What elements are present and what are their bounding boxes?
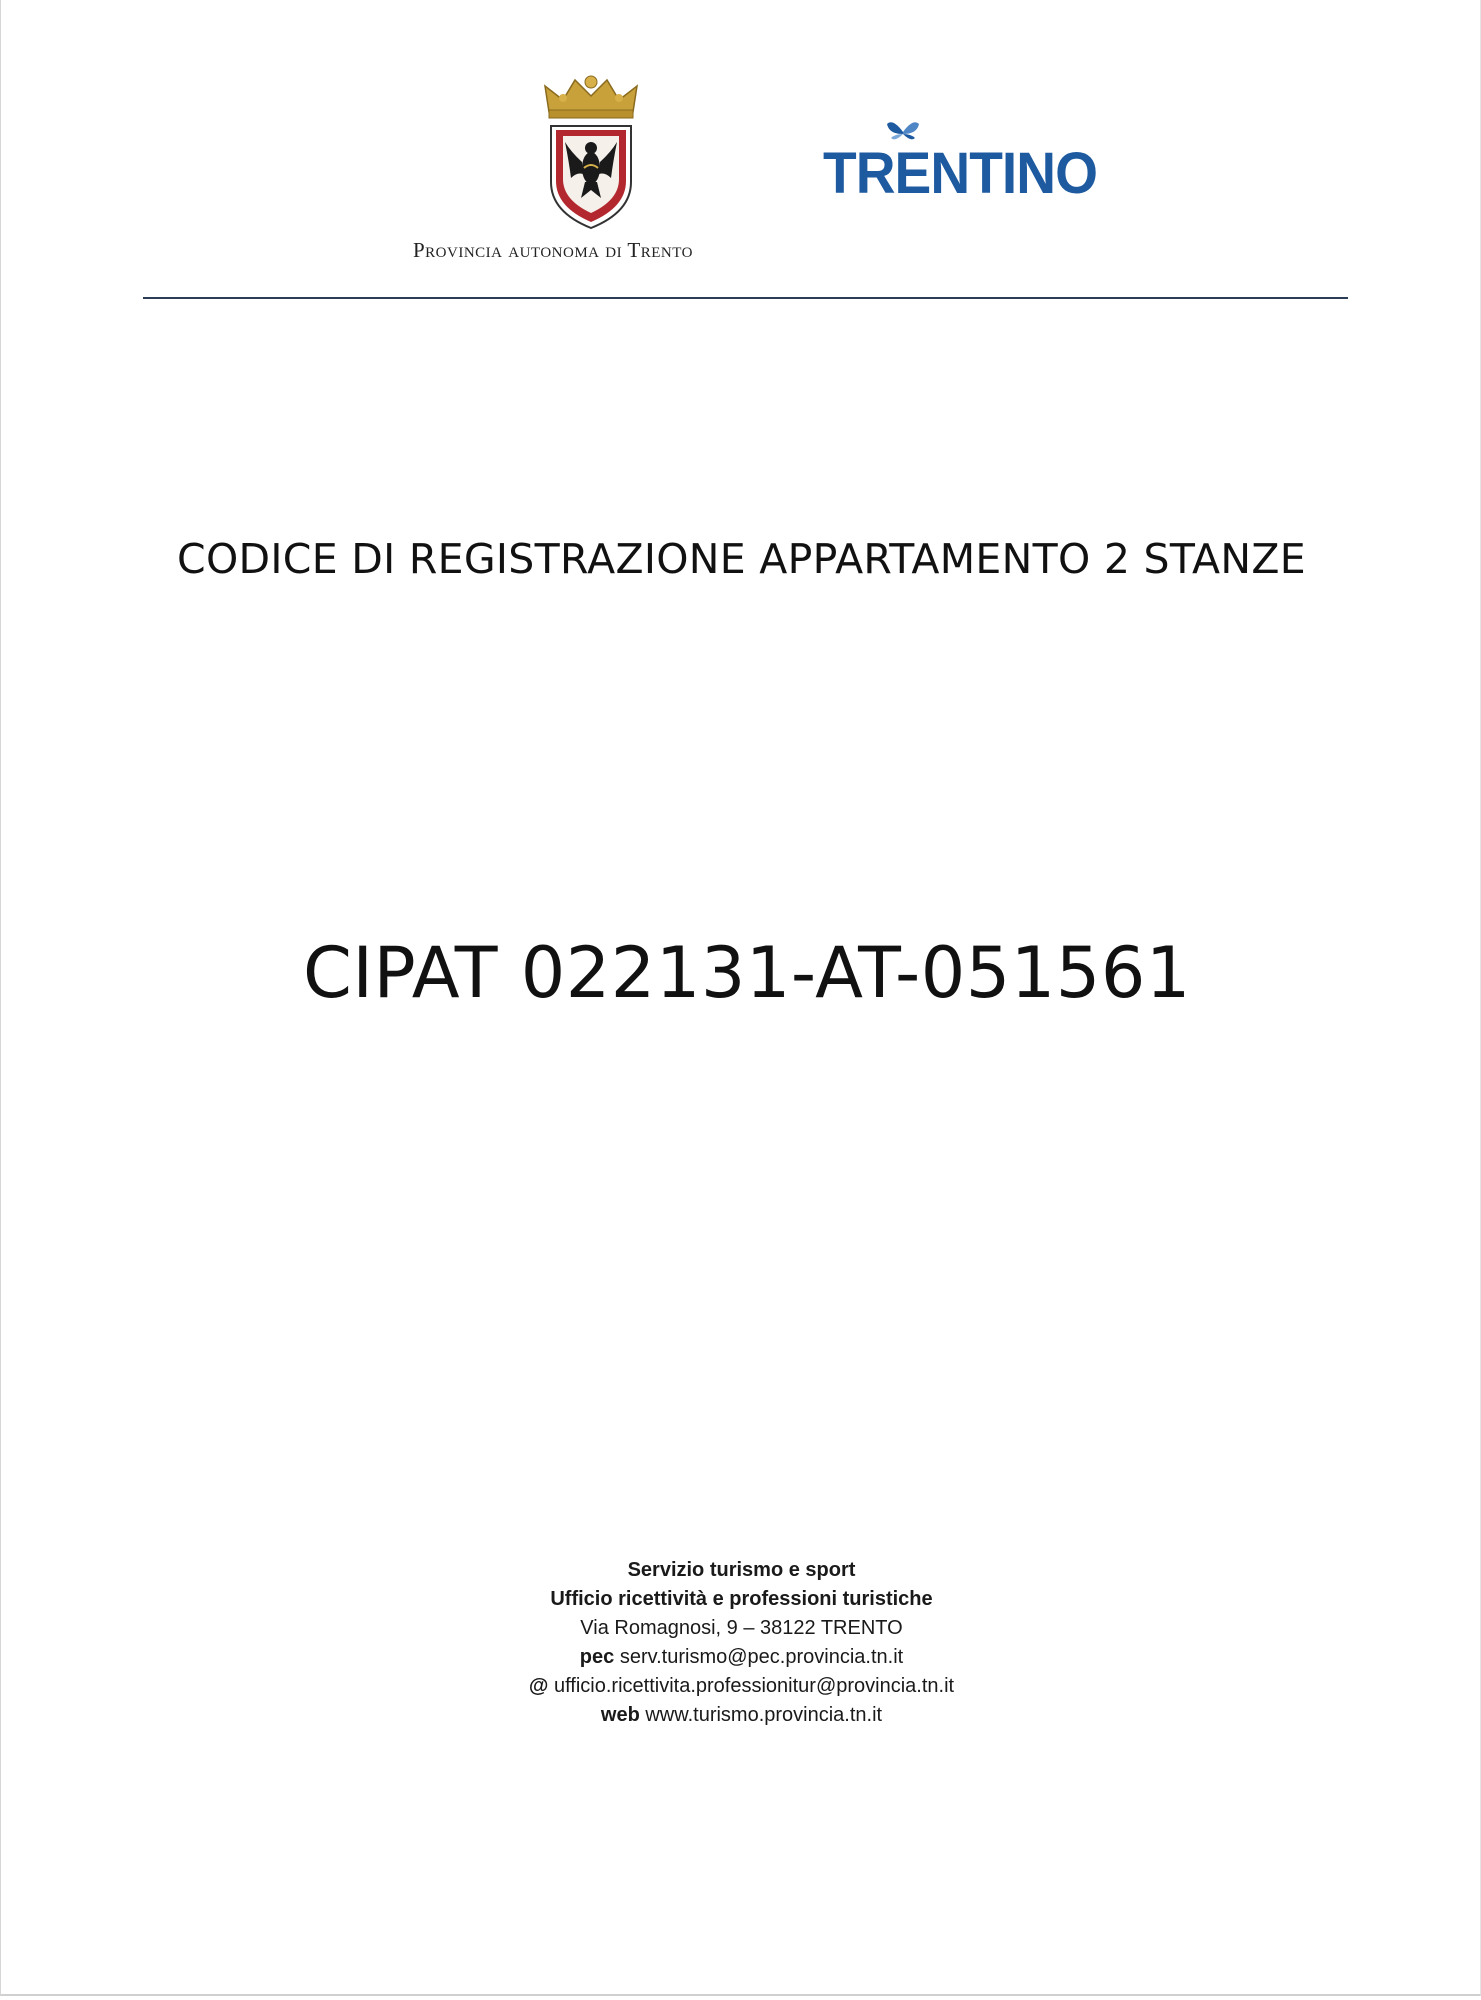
footer-address: Via Romagnosi, 9 – 38122 TRENTO — [580, 1617, 903, 1639]
coat-of-arms-icon — [541, 72, 641, 232]
footer-email — [1, 1672, 1481, 1701]
pec-address: serv.turismo@pec.provincia.tn.it — [619, 1646, 904, 1668]
province-name: Provincia autonoma di Trento — [413, 238, 693, 262]
email-address: ufficio.ricettivita.professionitur@provincia.tn.it — [553, 1675, 955, 1697]
footer-department: Servizio turismo e sport — [627, 1559, 856, 1581]
footer-contacts — [1, 1556, 1481, 1730]
registration-code: CIPAT 022131-AT-051561 — [303, 932, 1191, 1014]
web-address: www.turismo.provincia.tn.it — [645, 1704, 883, 1726]
trentino-logo — [823, 118, 1098, 208]
shield-icon — [551, 126, 631, 228]
footer-web — [1, 1701, 1481, 1730]
document-title: CODICE DI REGISTRAZIONE APPARTAMENTO 2 STANZE — [177, 535, 1306, 583]
trentino-logo-text: TRENTINO — [823, 141, 1098, 206]
email-label: @ — [528, 1675, 549, 1697]
footer-pec — [1, 1643, 1481, 1672]
pec-label: pec — [579, 1646, 615, 1668]
web-label: web — [600, 1704, 640, 1726]
crown-icon — [545, 76, 637, 118]
header-divider — [143, 297, 1348, 299]
footer-office: Ufficio ricettività e professioni turistiche — [550, 1588, 933, 1610]
